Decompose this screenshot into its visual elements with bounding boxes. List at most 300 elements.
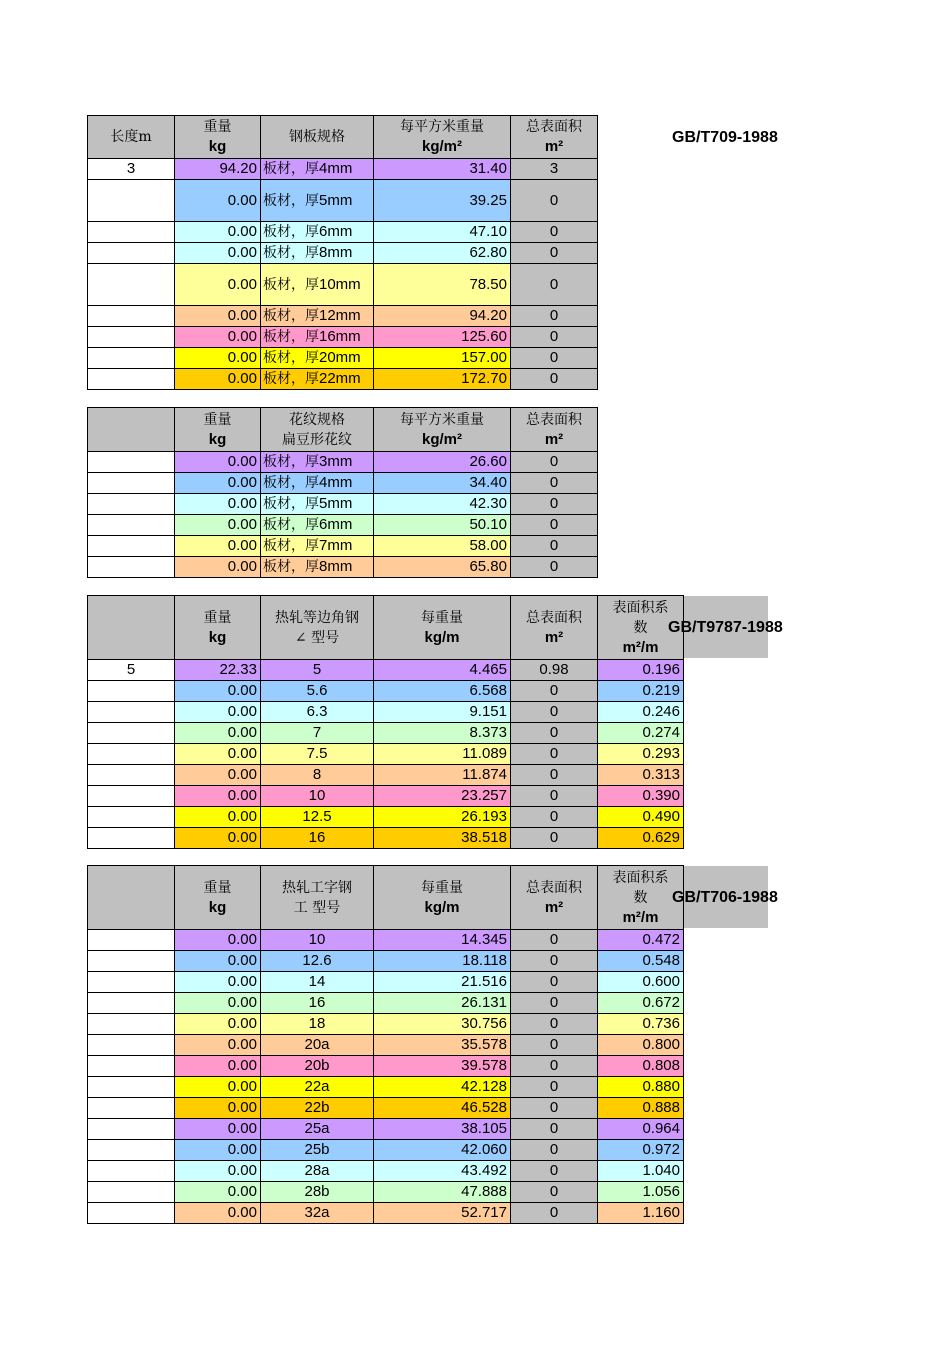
blank-header [88,866,175,930]
total-area-cell: 0 [511,993,598,1014]
per-length-cell: 39.578 [374,1056,511,1077]
length-cell [88,264,175,306]
length-cell [88,515,175,536]
table-row [88,369,598,390]
coef-cell: 0.293 [598,744,684,765]
size-cell: 25a [261,1119,374,1140]
spec-prefix: 板材，厚 [263,517,319,533]
length-cell [88,306,175,327]
per-length-cell: 21.516 [374,972,511,993]
total-area-cell: 0 [511,243,598,264]
length-cell [88,557,175,578]
blank-header [88,596,175,660]
table-row [88,494,598,515]
per-area-cell: 172.70 [374,369,511,390]
per-area-cell: 39.25 [374,180,511,222]
angle-table [87,595,684,849]
weight-cell: 0.00 [175,702,261,723]
coef-cell: 1.056 [598,1182,684,1203]
spec-size: 12mm [319,307,361,324]
table-row [88,348,598,369]
per-area-cell: 31.40 [374,159,511,180]
weight-cell: 0.00 [175,828,261,849]
weight-cell: 0.00 [175,1161,261,1182]
table-row [88,222,598,243]
spec-size: 3mm [319,453,353,470]
total-area-cell: 0 [511,452,598,473]
weight-cell: 0.00 [175,930,261,951]
size-cell: 22a [261,1077,374,1098]
total-area-cell: 0 [511,807,598,828]
table-row [88,828,684,849]
total-area-cell: 0 [511,1119,598,1140]
coef-header: 表面积系 数 m²/m [598,866,684,930]
per-length-cell: 43.492 [374,1161,511,1182]
weight-cell: 0.00 [175,1056,261,1077]
spec-cell [261,473,374,494]
spec-size: 20mm [319,349,361,366]
spec-prefix: 板材，厚 [263,371,319,387]
per-area-cell: 58.00 [374,536,511,557]
table-row [88,1119,684,1140]
spec-size: 7mm [319,537,353,554]
weight-cell: 0.00 [175,327,261,348]
per-length-cell: 11.089 [374,744,511,765]
per-length-cell: 38.105 [374,1119,511,1140]
spec-size: 5mm [319,191,353,209]
total-area-cell: 0 [511,723,598,744]
spec-header: 热轧工字钢 工 型号 [261,866,374,930]
length-cell [88,473,175,494]
length-cell [88,1203,175,1224]
size-cell: 5.6 [261,681,374,702]
weight-cell: 0.00 [175,765,261,786]
spec-size: 16mm [319,328,361,345]
coef-cell: 1.040 [598,1161,684,1182]
size-cell: 20b [261,1056,374,1077]
spec-cell [261,243,374,264]
length-cell [88,1098,175,1119]
size-cell: 16 [261,828,374,849]
size-cell: 12.5 [261,807,374,828]
per-area-cell: 62.80 [374,243,511,264]
per-length-cell: 4.465 [374,660,511,681]
total-area-cell: 0 [511,327,598,348]
total-area-cell: 0 [511,930,598,951]
table-row [88,264,598,306]
size-cell: 5 [261,660,374,681]
weight-cell: 0.00 [175,1140,261,1161]
length-cell [88,536,175,557]
weight-cell: 0.00 [175,723,261,744]
total-area-cell: 0 [511,515,598,536]
angle-header-row [88,596,684,660]
size-cell: 28a [261,1161,374,1182]
per-length-cell: 18.118 [374,951,511,972]
spec-cell [261,557,374,578]
coef-cell: 1.160 [598,1203,684,1224]
weight-cell: 0.00 [175,1119,261,1140]
total-area-cell: 0 [511,1140,598,1161]
total-area-cell: 0 [511,951,598,972]
length-cell [88,681,175,702]
checker-header-row [88,408,598,452]
size-cell: 22b [261,1098,374,1119]
table-row [88,159,598,180]
table-row [88,306,598,327]
table-row [88,972,684,993]
weight-header: 重量 kg [175,866,261,930]
spec-prefix: 板材，厚 [263,350,319,366]
size-cell: 14 [261,972,374,993]
length-cell [88,1140,175,1161]
total-area-cell: 0 [511,1161,598,1182]
weight-cell: 0.00 [175,1077,261,1098]
per-length-cell: 8.373 [374,723,511,744]
weight-cell: 0.00 [175,473,261,494]
ibeam-header-row [88,866,684,930]
weight-cell: 0.00 [175,1035,261,1056]
total-area-cell: 0 [511,786,598,807]
coef-cell: 0.246 [598,702,684,723]
length-cell [88,494,175,515]
per-length-cell: 42.060 [374,1140,511,1161]
weight-cell: 0.00 [175,744,261,765]
total-area-cell: 0 [511,702,598,723]
per-area-cell: 26.60 [374,452,511,473]
length-cell [88,951,175,972]
table-row [88,1035,684,1056]
spec-cell [261,536,374,557]
ibeam-standard: GB/T706-1988 [672,889,778,906]
size-cell: 25b [261,1140,374,1161]
table-row [88,786,684,807]
weight-cell: 0.00 [175,180,261,222]
length-cell: 5 [88,660,175,681]
spec-prefix: 板材，厚 [263,454,319,470]
table-row [88,930,684,951]
coef-cell: 0.880 [598,1077,684,1098]
per-length-cell: 30.756 [374,1014,511,1035]
length-cell [88,180,175,222]
total-area-cell: 0 [511,536,598,557]
coef-cell: 0.196 [598,660,684,681]
spec-cell [261,369,374,390]
weight-cell: 94.20 [175,159,261,180]
spec-size: 5mm [319,495,353,512]
per-length-cell: 23.257 [374,786,511,807]
per-length-cell: 26.193 [374,807,511,828]
length-cell [88,369,175,390]
spec-cell [261,327,374,348]
weight-cell: 0.00 [175,972,261,993]
coef-cell: 0.548 [598,951,684,972]
spec-prefix: 板材，厚 [263,308,319,324]
total-area-cell: 3 [511,159,598,180]
length-cell [88,1161,175,1182]
weight-cell: 0.00 [175,515,261,536]
coef-cell: 0.972 [598,1140,684,1161]
per-length-header: 每重量 kg/m [374,596,511,660]
length-cell [88,327,175,348]
coef-cell: 0.736 [598,1014,684,1035]
spec-prefix: 板材，厚 [263,559,319,575]
weight-cell: 0.00 [175,1182,261,1203]
weight-cell: 0.00 [175,807,261,828]
weight-header: 重量 kg [175,596,261,660]
table-row [88,180,598,222]
per-area-cell: 65.80 [374,557,511,578]
total-area-cell: 0 [511,369,598,390]
total-area-header: 总表面积 m² [511,596,598,660]
spec-header: 花纹规格 扁豆形花纹 [261,408,374,452]
spec-cell [261,494,374,515]
total-area-cell: 0 [511,1035,598,1056]
coef-header: 表面积系 数 m²/m [598,596,684,660]
table-row [88,1098,684,1119]
size-cell: 20a [261,1035,374,1056]
spec-prefix: 板材，厚 [263,245,319,261]
checker-table [87,407,598,578]
spec-size: 4mm [319,474,353,491]
total-area-cell: 0 [511,557,598,578]
spec-size: 10mm [319,275,361,293]
spec-prefix: 板材，厚 [263,329,319,345]
spec-prefix: 板材，厚 [263,224,319,240]
length-cell [88,1119,175,1140]
table-row [88,951,684,972]
spec-prefix: 板材，厚 [263,538,319,554]
size-cell: 28b [261,1182,374,1203]
total-area-cell: 0 [511,494,598,515]
ibeam-table [87,865,684,1224]
per-area-cell: 94.20 [374,306,511,327]
length-cell [88,1014,175,1035]
coef-cell: 0.629 [598,828,684,849]
total-area-cell: 0 [511,1203,598,1224]
coef-cell: 0.672 [598,993,684,1014]
weight-cell: 0.00 [175,306,261,327]
per-length-cell: 42.128 [374,1077,511,1098]
spec-size: 6mm [319,516,353,533]
total-area-cell: 0 [511,681,598,702]
total-area-cell: 0 [511,1182,598,1203]
per-area-cell: 157.00 [374,348,511,369]
table-row [88,557,598,578]
total-area-header: 总表面积 m² [511,866,598,930]
weight-cell: 0.00 [175,536,261,557]
table-row [88,515,598,536]
table-row [88,536,598,557]
total-area-cell: 0 [511,1077,598,1098]
coef-cell: 0.490 [598,807,684,828]
table-row [88,1203,684,1224]
weight-cell: 0.00 [175,1014,261,1035]
spec-cell [261,306,374,327]
table-row [88,452,598,473]
per-area-cell: 78.50 [374,264,511,306]
per-length-cell: 26.131 [374,993,511,1014]
total-area-cell: 0.98 [511,660,598,681]
blank-header [88,408,175,452]
spec-prefix: 板材，厚 [263,475,319,491]
length-cell [88,723,175,744]
coef-cell: 0.219 [598,681,684,702]
weight-cell: 0.00 [175,786,261,807]
length-cell [88,222,175,243]
total-area-cell: 0 [511,473,598,494]
total-area-cell: 0 [511,180,598,222]
per-area-header: 每平方米重量 kg/m² [374,408,511,452]
total-area-cell: 0 [511,828,598,849]
size-cell: 7.5 [261,744,374,765]
length-cell [88,702,175,723]
length-cell [88,744,175,765]
per-length-cell: 38.518 [374,828,511,849]
spec-header: 热轧等边角钢 ∠ 型号 [261,596,374,660]
weight-cell: 0.00 [175,681,261,702]
weight-cell: 0.00 [175,452,261,473]
spec-cell [261,222,374,243]
per-area-header: 每平方米重量 kg/m² [374,116,511,159]
size-cell: 6.3 [261,702,374,723]
length-cell: 3 [88,159,175,180]
total-area-cell: 0 [511,306,598,327]
size-cell: 10 [261,930,374,951]
per-length-cell: 52.717 [374,1203,511,1224]
weight-cell: 0.00 [175,348,261,369]
length-cell [88,452,175,473]
per-area-cell: 34.40 [374,473,511,494]
length-cell [88,243,175,264]
total-area-cell: 0 [511,264,598,306]
table-row [88,243,598,264]
table-row [88,765,684,786]
coef-cell: 0.800 [598,1035,684,1056]
per-area-cell: 125.60 [374,327,511,348]
spec-prefix: 板材，厚 [263,192,319,209]
size-cell: 18 [261,1014,374,1035]
per-length-cell: 35.578 [374,1035,511,1056]
length-cell [88,972,175,993]
table-row [88,993,684,1014]
spec-size: 6mm [319,223,353,240]
total-area-cell: 0 [511,1014,598,1035]
size-cell: 32a [261,1203,374,1224]
coef-cell: 0.313 [598,765,684,786]
per-length-cell: 46.528 [374,1098,511,1119]
coef-cell: 0.888 [598,1098,684,1119]
per-length-cell: 47.888 [374,1182,511,1203]
weight-cell: 0.00 [175,557,261,578]
length-cell [88,1035,175,1056]
spec-prefix: 板材，厚 [263,276,319,293]
weight-cell: 0.00 [175,1203,261,1224]
table-row [88,1161,684,1182]
table-row [88,660,684,681]
per-area-cell: 47.10 [374,222,511,243]
coef-cell: 0.390 [598,786,684,807]
size-cell: 7 [261,723,374,744]
coef-cell: 0.472 [598,930,684,951]
coef-cell: 0.964 [598,1119,684,1140]
total-area-header: 总表面积 m² [511,116,598,159]
spec-prefix: 板材，厚 [263,161,319,177]
coef-cell: 0.808 [598,1056,684,1077]
table-row [88,702,684,723]
length-cell [88,1077,175,1098]
length-cell [88,828,175,849]
weight-cell: 0.00 [175,494,261,515]
per-length-cell: 11.874 [374,765,511,786]
spec-cell [261,515,374,536]
size-cell: 10 [261,786,374,807]
spec-size: 8mm [319,558,353,575]
size-cell: 12.6 [261,951,374,972]
angle-standard: GB/T9787-1988 [668,619,783,636]
spec-size: 4mm [319,160,353,177]
total-area-cell: 0 [511,765,598,786]
per-length-cell: 6.568 [374,681,511,702]
length-cell [88,348,175,369]
total-area-cell: 0 [511,972,598,993]
table-row [88,744,684,765]
total-area-cell: 0 [511,1098,598,1119]
table-row [88,807,684,828]
spec-cell [261,264,374,306]
table-row [88,1014,684,1035]
length-header: 长度m [88,116,175,159]
weight-cell: 0.00 [175,222,261,243]
spec-cell [261,159,374,180]
weight-header: 重量 kg [175,408,261,452]
coef-cell: 0.274 [598,723,684,744]
weight-cell: 0.00 [175,264,261,306]
length-cell [88,993,175,1014]
coef-cell: 0.600 [598,972,684,993]
length-cell [88,807,175,828]
spec-header: 钢板规格 [261,116,374,159]
weight-cell: 0.00 [175,369,261,390]
plate-standard: GB/T709-1988 [672,129,778,146]
weight-cell: 0.00 [175,243,261,264]
total-area-cell: 0 [511,1056,598,1077]
table-row [88,1140,684,1161]
size-cell: 8 [261,765,374,786]
per-length-header: 每重量 kg/m [374,866,511,930]
per-area-cell: 42.30 [374,494,511,515]
table-row [88,473,598,494]
total-area-header: 总表面积 m² [511,408,598,452]
per-length-cell: 14.345 [374,930,511,951]
per-length-cell: 9.151 [374,702,511,723]
spec-size: 8mm [319,244,353,261]
length-cell [88,1056,175,1077]
length-cell [88,786,175,807]
spec-size: 22mm [319,370,361,387]
weight-cell: 0.00 [175,993,261,1014]
spec-cell [261,348,374,369]
length-cell [88,765,175,786]
weight-cell: 22.33 [175,660,261,681]
plate-table [87,115,598,390]
per-area-cell: 50.10 [374,515,511,536]
total-area-cell: 0 [511,744,598,765]
length-cell [88,1182,175,1203]
weight-cell: 0.00 [175,1098,261,1119]
table-row [88,1182,684,1203]
spec-cell [261,180,374,222]
